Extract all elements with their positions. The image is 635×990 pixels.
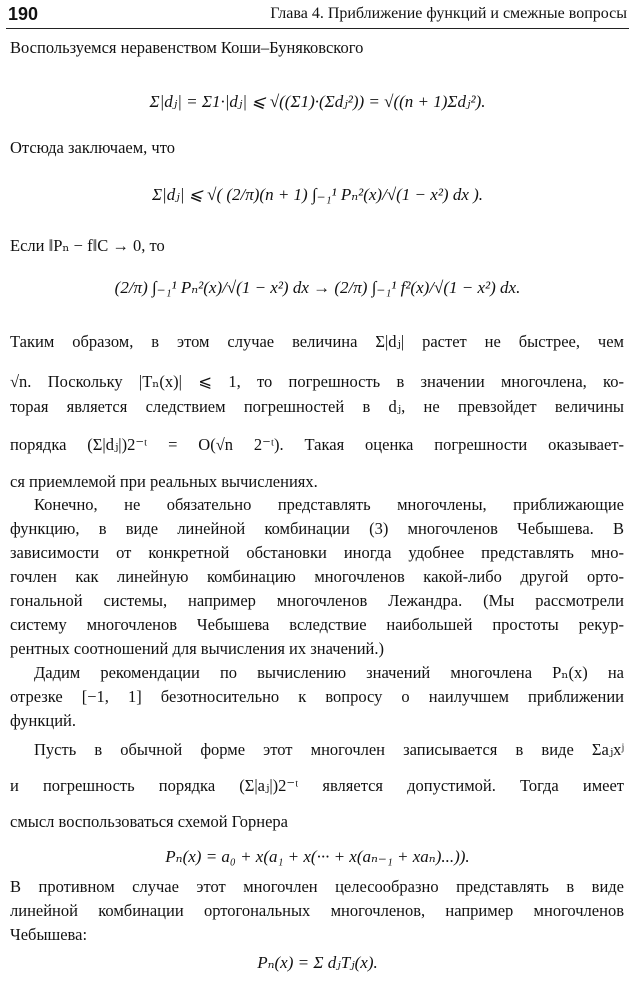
- paragraph-line: отрезке [−1, 1] безотносительно к вопросу о наилучшем приближении: [10, 687, 624, 706]
- equation-cauchy: Σ|dⱼ| = Σ1·|dⱼ| ⩽ √((Σ1)·(Σdⱼ²)) = √((n + 1)Σdⱼ²).: [149, 92, 486, 111]
- text-line: Если ‖Pₙ − f‖C → 0, то: [10, 236, 165, 255]
- equation-horner: Pₙ(x) = a₀ + x(a₁ + x(··· + x(aₙ₋₁ + xaₙ)...)).: [165, 847, 470, 866]
- paragraph-line: Конечно, не обязательно представлять многочлены, приближающие: [34, 495, 624, 514]
- equation-limit: (2/π) ∫₋₁¹ Pₙ²(x)/√(1 − x²) dx → (2/π) ∫₋₁¹ f²(x)/√(1 − x²) dx.: [114, 278, 521, 297]
- page-number: 190: [8, 4, 39, 24]
- paragraph-line: функцию, в виде линейной комбинации (3) многочленов Чебышева. В: [10, 519, 624, 538]
- paragraph-line: функций.: [10, 711, 76, 730]
- running-header: [6, 4, 629, 29]
- equation-bound: Σ|dⱼ| ⩽ √( (2/π)(n + 1) ∫₋₁¹ Pₙ²(x)/√(1 − x²) dx ).: [151, 185, 484, 204]
- paragraph-line: В противном случае этот многочлен целесообразно представлять в виде: [10, 877, 624, 896]
- paragraph-line: Дадим рекомендации по вычислению значений многочлена Pₙ(x) на: [34, 663, 624, 682]
- text-line: торая является следствием погрешностей в dⱼ, не превзойдет величины: [10, 397, 624, 416]
- chapter-title: Глава 4. Приближение функций и смежные вопросы: [270, 5, 627, 22]
- paragraph-line: зависимости от конкретной обстановки иногда удобнее представлять мно-: [10, 543, 624, 562]
- text-line: √n. Поскольку |Tₙ(x)| ⩽ 1, то погрешность в значении многочлена, ко-: [10, 372, 624, 391]
- text-line: порядка (Σ|dⱼ|)2⁻ᵗ = O(√n 2⁻ᵗ). Такая оценка погрешности оказывает-: [10, 435, 624, 454]
- text-line: Таким образом, в этом случае величина Σ|dⱼ| растет не быстрее, чем: [10, 332, 624, 351]
- paragraph-line: гочлен как линейную комбинацию многочленов какой-либо другой орто-: [10, 567, 624, 586]
- text-line: Отсюда заключаем, что: [10, 138, 175, 157]
- paragraph-line: рентных соотношений для вычисления их значений.): [10, 639, 384, 658]
- text-line: и погрешность порядка (Σ|aⱼ|)2⁻ᵗ является допустимой. Тогда имеет: [10, 776, 624, 795]
- text-line: смысл воспользоваться схемой Горнера: [10, 812, 288, 831]
- text-line: Воспользуемся неравенством Коши–Буняковского: [10, 38, 364, 57]
- paragraph-line: систему многочленов Чебышева вследствие наибольшей простоты рекур-: [10, 615, 624, 634]
- text-line: ся приемлемой при реальных вычислениях.: [10, 472, 318, 491]
- text-line: Пусть в обычной форме этот многочлен записывается в виде Σaⱼxʲ: [34, 740, 624, 759]
- paragraph-line: линейной комбинации ортогональных многочленов, например многочленов: [10, 901, 624, 920]
- paragraph-line: гональной системы, например многочленов Лежандра. (Мы рассмотрели: [10, 591, 624, 610]
- paragraph-line: Чебышева:: [10, 925, 88, 944]
- equation-chebyshev-sum: Pₙ(x) = Σ dⱼTⱼ(x).: [257, 953, 378, 972]
